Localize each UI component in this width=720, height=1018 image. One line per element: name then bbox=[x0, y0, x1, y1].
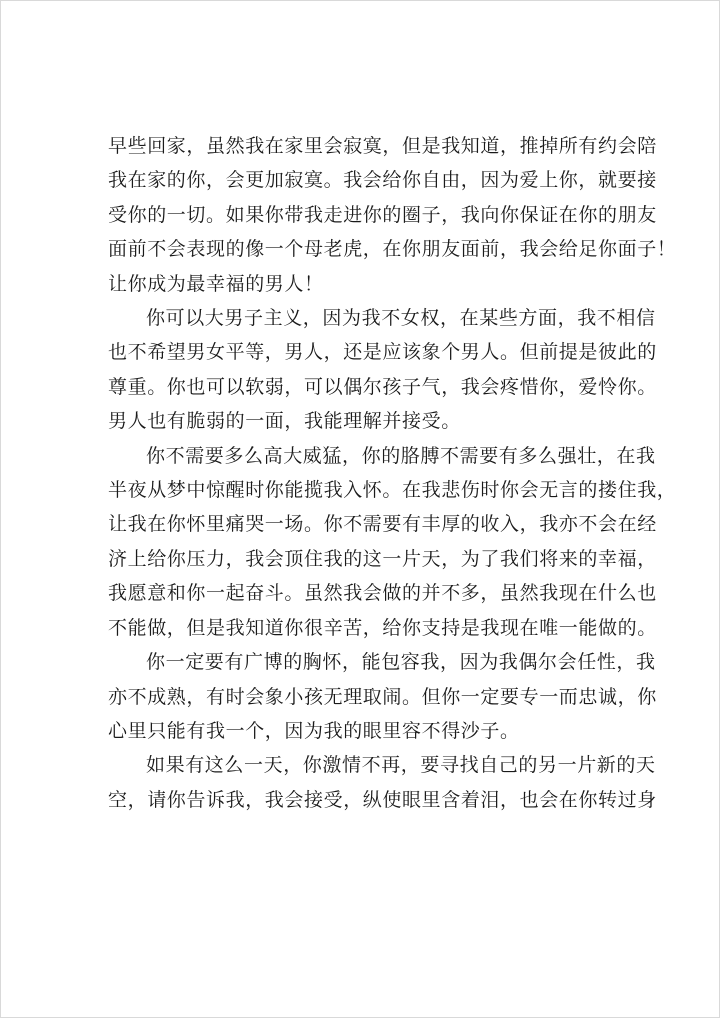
text-line: 我在家的你，会更加寂寞。我会给你自由，因为爱上你，就要接 bbox=[108, 169, 657, 192]
paragraph-1 bbox=[108, 129, 677, 301]
paragraph-3 bbox=[108, 439, 677, 645]
document-body bbox=[108, 129, 677, 817]
text-line: 如果有这么一天，你激情不再，要寻找自己的另一片新的天 bbox=[146, 754, 656, 777]
text-line: 让我在你怀里痛哭一场。你不需要有丰厚的收入，我亦不会在经 bbox=[108, 513, 657, 536]
text-line: 让你成为最幸福的男人！ bbox=[108, 272, 324, 295]
text-line: 半夜从梦中惊醒时你能揽我入怀。在我悲伤时你会无言的搂住我， bbox=[108, 479, 677, 502]
paragraph-2 bbox=[108, 301, 657, 439]
text-line: 你可以大男子主义，因为我不女权，在某些方面，我不相信 bbox=[146, 307, 656, 330]
text-line: 心里只能有我一个，因为我的眼里容不得沙子。 bbox=[108, 719, 520, 742]
text-line: 我愿意和你一起奋斗。虽然我会做的并不多，虽然我现在什么也 bbox=[108, 582, 657, 605]
text-line: 男人也有脆弱的一面，我能理解并接受。 bbox=[108, 410, 461, 433]
text-line: 受你的一切。如果你带我走进你的圈子，我向你保证在你的朋友 bbox=[108, 203, 657, 226]
paragraph-4 bbox=[108, 645, 657, 748]
text-line: 空，请你告诉我，我会接受，纵使眼里含着泪，也会在你转过身 bbox=[108, 788, 657, 811]
text-line: 你一定要有广博的胸怀，能包容我，因为我偶尔会任性，我 bbox=[146, 651, 656, 674]
text-line: 不能做，但是我知道你很辛苦，给你支持是我现在唯一能做的。 bbox=[108, 616, 657, 639]
text-line: 你不需要多么高大威猛，你的胳膊不需要有多么强壮，在我 bbox=[146, 444, 656, 467]
text-line: 也不希望男女平等，男人，还是应该象个男人。但前提是彼此的 bbox=[108, 341, 657, 364]
paragraph-5 bbox=[108, 748, 657, 817]
text-line: 济上给你压力，我会顶住我的这一片天，为了我们将来的幸福， bbox=[108, 547, 657, 570]
text-line: 面前不会表现的像一个母老虎，在你朋友面前，我会给足你面子！ bbox=[108, 238, 677, 261]
text-line: 早些回家，虽然我在家里会寂寞，但是我知道，推掉所有约会陪 bbox=[108, 135, 657, 157]
text-line: 尊重。你也可以软弱，可以偶尔孩子气，我会疼惜你，爱怜你。 bbox=[108, 375, 657, 398]
text-line: 亦不成熟，有时会象小孩无理取闹。但你一定要专一而忠诚，你 bbox=[108, 685, 657, 708]
